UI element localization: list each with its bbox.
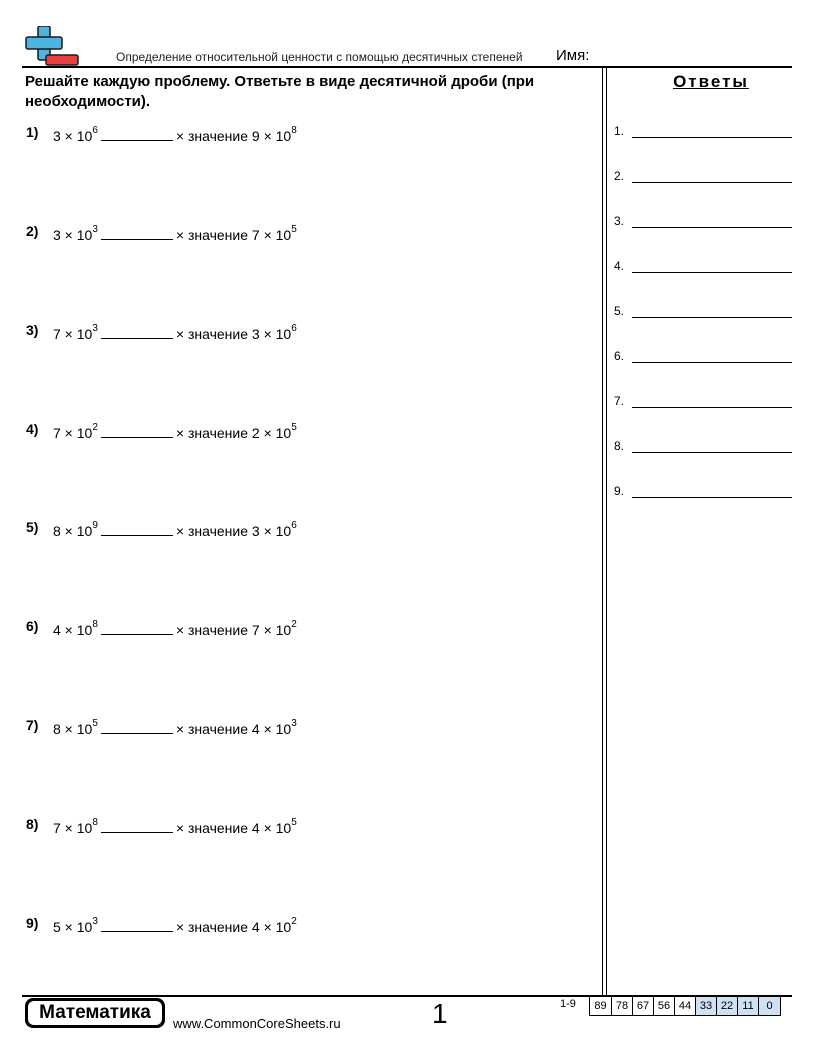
answer-blank[interactable] [101, 126, 173, 141]
second-base: 2 × 10 [251, 425, 292, 441]
first-exponent: 5 [92, 718, 98, 730]
second-exponent: 2 [291, 619, 297, 631]
answer-row-2 [614, 169, 792, 189]
answer-label: 4. [614, 259, 625, 273]
answer-blank[interactable] [101, 719, 173, 734]
first-exponent: 8 [92, 619, 98, 631]
answer-blank[interactable] [101, 620, 173, 635]
second-exponent: 8 [291, 125, 297, 137]
answer-blank[interactable] [101, 324, 173, 339]
connector-text: × значение [175, 820, 249, 836]
second-exponent: 5 [291, 224, 297, 236]
column-divider-right [606, 68, 607, 997]
problem-number: 5) [26, 519, 39, 535]
score-cell: 56 [653, 997, 674, 1015]
answers-title-text: Ответы [673, 72, 749, 91]
problem-number: 3) [26, 322, 39, 338]
answer-blank[interactable] [101, 521, 173, 536]
answer-row-4 [614, 259, 792, 279]
second-base: 3 × 10 [251, 326, 292, 342]
problem-number: 6) [26, 618, 39, 634]
instructions: Решайте каждую проблему. Ответьте в виде десятичной дроби (при необходимости). [25, 73, 535, 110]
second-base: 4 × 10 [251, 820, 292, 836]
answer-line[interactable] [632, 362, 792, 363]
answer-line[interactable] [632, 227, 792, 228]
problem-number: 8) [26, 816, 39, 832]
problem-number: 9) [26, 915, 39, 931]
worksheet-title: Определение относительной ценности с помощью десятичных степеней [116, 50, 523, 64]
second-exponent: 6 [291, 520, 297, 532]
problem-1 [26, 124, 586, 148]
first-exponent: 6 [92, 125, 98, 137]
problem-expression [53, 719, 297, 737]
answer-line[interactable] [632, 452, 792, 453]
first-base: 5 × 10 [53, 919, 93, 935]
second-exponent: 5 [291, 817, 297, 829]
answer-label: 9. [614, 484, 625, 498]
answer-label: 6. [614, 349, 625, 363]
problem-6 [26, 618, 586, 642]
first-base: 7 × 10 [53, 820, 93, 836]
site-link[interactable]: www.CommonCoreSheets.ru [173, 1016, 341, 1031]
score-cell: 22 [716, 997, 737, 1015]
first-base: 7 × 10 [53, 326, 93, 342]
first-exponent: 3 [92, 323, 98, 335]
problem-number: 1) [26, 124, 39, 140]
problem-4 [26, 421, 586, 445]
math-badge-label: Математика [28, 1001, 162, 1025]
problem-3 [26, 322, 586, 346]
answer-label: 1. [614, 124, 625, 138]
header-divider [22, 66, 792, 68]
problem-expression [53, 620, 297, 638]
problem-7 [26, 717, 586, 741]
first-base: 4 × 10 [53, 622, 93, 638]
page-number: 1 [432, 998, 448, 1029]
score-cell: 78 [611, 997, 632, 1015]
first-base: 8 × 10 [53, 721, 93, 737]
answer-line[interactable] [632, 272, 792, 273]
plus-minus-logo-icon [24, 26, 80, 68]
problem-expression [53, 225, 297, 243]
second-exponent: 3 [291, 718, 297, 730]
problem-expression [53, 324, 297, 342]
score-cell: 0 [758, 997, 780, 1015]
score-table [589, 996, 781, 1016]
second-base: 7 × 10 [251, 622, 292, 638]
second-base: 7 × 10 [251, 227, 292, 243]
answer-row-9 [614, 484, 792, 504]
answer-row-1 [614, 124, 792, 144]
answer-blank[interactable] [101, 917, 173, 932]
first-exponent: 2 [92, 422, 98, 434]
answer-label: 5. [614, 304, 625, 318]
first-base: 3 × 10 [53, 128, 93, 144]
answer-line[interactable] [632, 137, 792, 138]
problem-expression [53, 423, 297, 441]
first-base: 8 × 10 [53, 523, 93, 539]
connector-text: × значение [175, 721, 249, 737]
problem-number: 2) [26, 223, 39, 239]
connector-text: × значение [175, 128, 249, 144]
second-exponent: 6 [291, 323, 297, 335]
connector-text: × значение [175, 622, 249, 638]
problem-expression [53, 521, 297, 539]
answer-row-8 [614, 439, 792, 459]
answer-blank[interactable] [101, 818, 173, 833]
answer-row-6 [614, 349, 792, 369]
first-exponent: 3 [92, 224, 98, 236]
math-badge [25, 998, 165, 1028]
second-exponent: 2 [291, 916, 297, 928]
first-exponent: 9 [92, 520, 98, 532]
first-exponent: 3 [92, 916, 98, 928]
first-exponent: 8 [92, 817, 98, 829]
connector-text: × значение [175, 523, 249, 539]
second-base: 4 × 10 [251, 721, 292, 737]
answer-label: 8. [614, 439, 625, 453]
problem-9 [26, 915, 586, 939]
answer-line[interactable] [632, 182, 792, 183]
answers-title [606, 72, 816, 92]
connector-text: × значение [175, 919, 249, 935]
second-base: 9 × 10 [251, 128, 292, 144]
score-cell: 33 [695, 997, 716, 1015]
first-base: 3 × 10 [53, 227, 93, 243]
second-base: 3 × 10 [251, 523, 292, 539]
problem-5 [26, 519, 586, 543]
score-cell: 89 [594, 1000, 607, 1012]
answer-row-5 [614, 304, 792, 324]
second-base: 4 × 10 [251, 919, 292, 935]
problem-expression [53, 818, 297, 836]
answer-line[interactable] [632, 407, 792, 408]
answer-label: 3. [614, 214, 625, 228]
answer-blank[interactable] [101, 225, 173, 240]
problem-number: 7) [26, 717, 39, 733]
answer-line[interactable] [632, 497, 792, 498]
answer-label: 7. [614, 394, 625, 408]
score-range: 1-9 [560, 998, 576, 1010]
second-exponent: 5 [291, 422, 297, 434]
problem-8 [26, 816, 586, 840]
connector-text: × значение [175, 425, 249, 441]
connector-text: × значение [175, 326, 249, 342]
answer-row-7 [614, 394, 792, 414]
problem-expression [53, 126, 297, 144]
problem-number: 4) [26, 421, 39, 437]
answer-blank[interactable] [101, 423, 173, 438]
answer-label: 2. [614, 169, 625, 183]
connector-text: × значение [175, 227, 249, 243]
column-divider-left [602, 68, 603, 997]
answer-line[interactable] [632, 317, 792, 318]
problem-expression [53, 917, 297, 935]
score-cell: 67 [632, 997, 653, 1015]
score-cell: 44 [674, 997, 695, 1015]
first-base: 7 × 10 [53, 425, 93, 441]
problem-2 [26, 223, 586, 247]
answer-row-3 [614, 214, 792, 234]
name-label: Имя: [556, 47, 590, 64]
score-cell: 11 [737, 997, 758, 1015]
